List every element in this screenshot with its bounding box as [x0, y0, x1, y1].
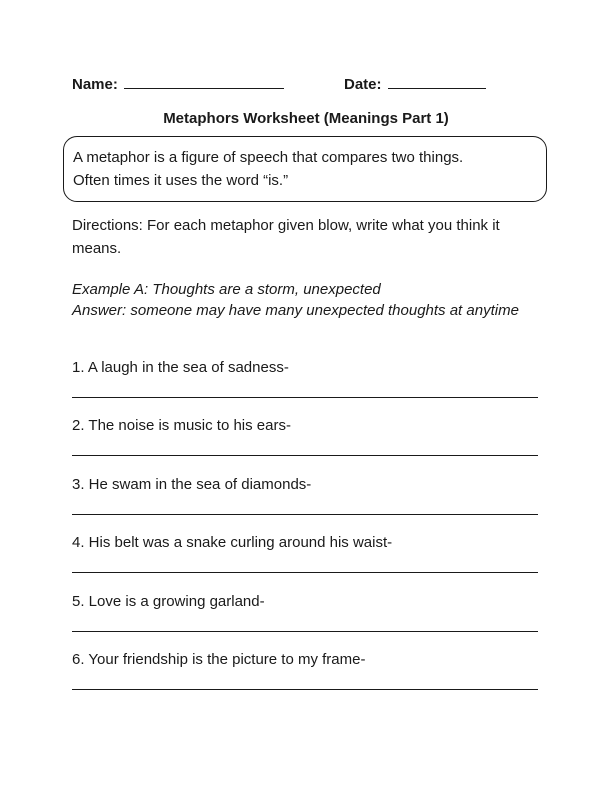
answer-line[interactable]	[72, 631, 538, 632]
name-label: Name:	[72, 76, 118, 93]
answer-line[interactable]	[72, 397, 538, 398]
date-label: Date:	[344, 76, 382, 93]
question-text: 2. The noise is music to his ears-	[72, 417, 291, 435]
example-block	[72, 279, 542, 321]
name-field	[72, 74, 284, 93]
question-text: 3. He swam in the sea of diamonds-	[72, 475, 312, 493]
question-item	[72, 591, 538, 649]
date-blank[interactable]	[388, 74, 486, 89]
question-text: 1. A laugh in the sea of sadness-	[72, 359, 289, 376]
example-answer: Answer: someone may have many unexpected thoughts at anytime	[72, 302, 519, 319]
question-item	[72, 357, 538, 415]
name-blank[interactable]	[124, 74, 284, 89]
answer-line[interactable]	[72, 689, 538, 690]
question-item	[72, 415, 538, 473]
question-item	[72, 532, 538, 590]
answer-line[interactable]	[72, 455, 538, 456]
definition-box	[63, 136, 547, 202]
example-prompt: Example A: Thoughts are a storm, unexpected	[72, 281, 381, 298]
question-text: 6. Your friendship is the picture to my frame-	[72, 650, 366, 668]
header-row	[72, 74, 542, 96]
questions-list	[72, 357, 538, 707]
question-text: 4. His belt was a snake curling around his waist-	[72, 534, 393, 552]
question-text: 5. Love is a growing garland-	[72, 592, 265, 610]
question-item	[72, 649, 538, 707]
question-item	[72, 474, 538, 532]
answer-line[interactable]	[72, 514, 538, 515]
definition-line-1: A metaphor is a figure of speech that compares two things.	[73, 149, 464, 166]
directions-text: Directions: For each metaphor given blow, write what you think it means.	[72, 217, 500, 257]
worksheet-title: Metaphors Worksheet (Meanings Part 1)	[163, 110, 449, 127]
answer-line[interactable]	[72, 572, 538, 573]
definition-line-2: Often times it uses the word “is.”	[73, 172, 289, 189]
date-field	[344, 74, 486, 93]
